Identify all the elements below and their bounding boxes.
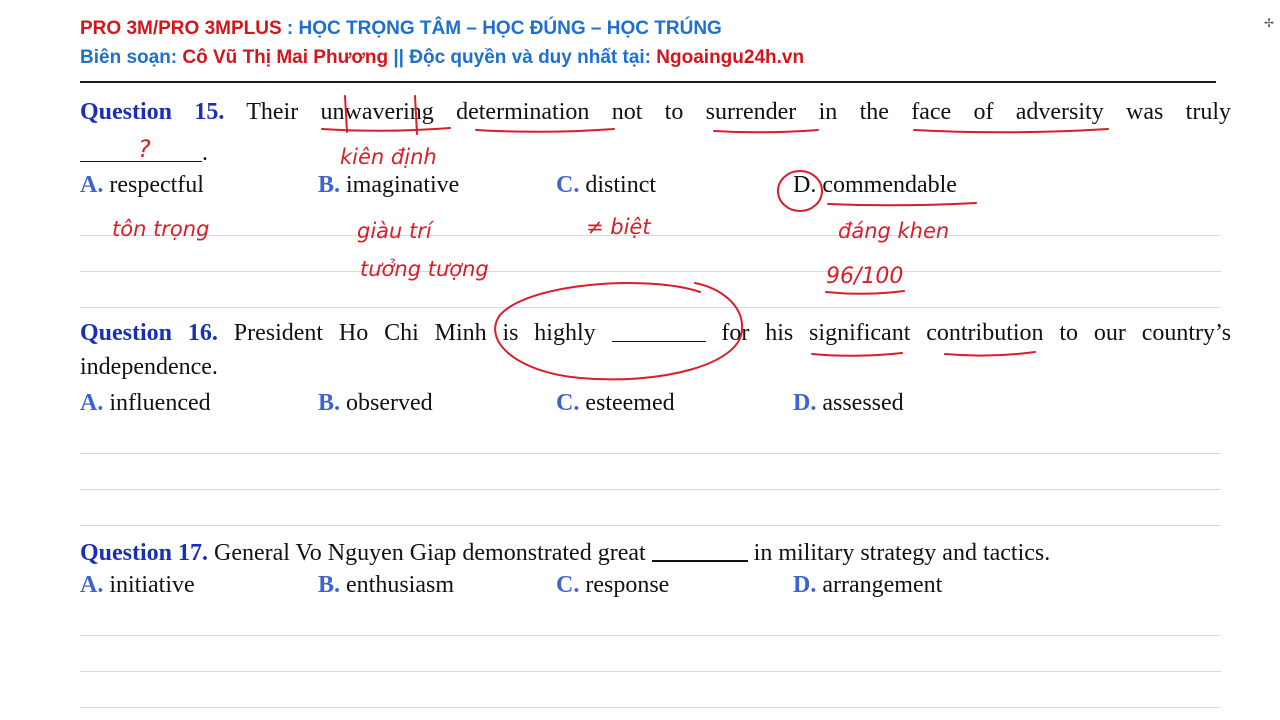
option-letter: B.	[318, 390, 341, 416]
option-text: response	[585, 572, 670, 598]
note-guide-line	[80, 635, 1221, 636]
q15-blank	[80, 137, 202, 162]
q17-stem-before: General Vo Nguyen Giap demonstrated great	[214, 540, 646, 566]
q17-option-b[interactable]	[318, 572, 454, 599]
site-name: Ngoaingu24h.vn	[656, 47, 805, 68]
ink-note-option-a: tôn trọng	[112, 217, 210, 241]
note-guide-line	[80, 307, 1221, 308]
q15-option-a[interactable]	[80, 172, 204, 199]
option-letter: B.	[318, 172, 341, 198]
q16-stem-after: for his significant contribution to our country’s	[721, 320, 1232, 346]
compiler-name: Cô Vũ Thị Mai Phương	[182, 47, 389, 68]
q15-stem-text: Their unwavering determination not to surrender in the face of adversity was truly	[246, 99, 1231, 125]
option-letter: D.	[793, 572, 817, 598]
q17-stem-line1	[80, 536, 1050, 567]
note-guide-line	[80, 489, 1221, 490]
ink-underline-unwavering	[322, 128, 450, 131]
q15-option-c[interactable]	[556, 172, 656, 199]
note-guide-line	[80, 707, 1221, 708]
ink-score: 96/100	[826, 264, 904, 289]
option-text: imaginative	[346, 172, 460, 198]
ink-underline-commendable	[828, 203, 976, 205]
option-letter: C.	[556, 172, 580, 198]
q17-option-a[interactable]	[80, 572, 195, 599]
note-guide-line	[80, 271, 1221, 272]
q17-option-c[interactable]	[556, 572, 669, 599]
ink-note-option-d: đáng khen	[838, 219, 950, 243]
option-text: influenced	[109, 390, 211, 416]
option-letter: A.	[80, 572, 104, 598]
q16-stem-before: President Ho Chi Minh is highly	[233, 320, 596, 346]
q15-stem-line1	[80, 99, 1231, 126]
q17-label: Question 17.	[80, 540, 209, 566]
q17-blank	[652, 536, 748, 562]
option-letter: A.	[80, 172, 104, 198]
option-letter: B.	[318, 572, 341, 598]
option-letter: A.	[80, 390, 104, 416]
q16-blank	[612, 317, 706, 342]
ink-note-unwavering: kiên định	[340, 145, 437, 169]
q16-label: Question 16.	[80, 320, 218, 346]
ink-underline-face-of-adversity	[914, 129, 1108, 132]
option-text: esteemed	[585, 390, 675, 416]
header-credit-line	[80, 47, 804, 69]
note-guide-line	[80, 671, 1221, 672]
option-text: commendable	[822, 172, 957, 198]
option-letter: D.	[793, 390, 817, 416]
option-text: respectful	[109, 172, 204, 198]
q15-label: Question 15.	[80, 99, 225, 125]
ink-note-option-b-line2: tưởng tượng	[360, 257, 489, 281]
q17-option-d[interactable]	[793, 572, 942, 599]
q17-stem-after: in military strategy and tactics.	[753, 540, 1051, 566]
note-guide-line	[80, 453, 1221, 454]
option-text: distinct	[585, 172, 657, 198]
course-motto: HỌC TRỌNG TÂM – HỌC ĐÚNG – HỌC TRÚNG	[298, 18, 722, 39]
option-text: initiative	[109, 572, 195, 598]
sparkle-icon: ✢	[1263, 16, 1274, 30]
q16-stem-line1	[80, 317, 1231, 347]
q15-option-d[interactable]	[793, 172, 957, 199]
option-text: observed	[346, 390, 433, 416]
ink-underline-score	[826, 291, 904, 294]
ink-underline-determination	[476, 129, 614, 132]
option-letter: D.	[793, 172, 817, 198]
q15-option-b[interactable]	[318, 172, 459, 199]
option-text: assessed	[822, 390, 904, 416]
option-letter: C.	[556, 572, 580, 598]
option-text: enthusiasm	[346, 572, 455, 598]
header-divider	[80, 81, 1216, 83]
header-title-line	[80, 18, 722, 40]
ink-underline-surrender	[714, 130, 818, 132]
ink-note-option-c: ≠ biệt	[586, 215, 651, 239]
q15-stem-end: .	[202, 140, 208, 166]
ink-underline-contribution	[945, 352, 1035, 356]
ink-underline-significant	[812, 353, 902, 356]
exclusive-label: || Độc quyền và duy nhất tại:	[388, 47, 657, 68]
q16-option-b[interactable]	[318, 390, 433, 417]
note-guide-line	[80, 235, 1221, 236]
compiler-label: Biên soạn:	[80, 47, 183, 68]
option-text: arrangement	[822, 572, 943, 598]
q16-option-c[interactable]	[556, 390, 675, 417]
note-guide-line	[80, 525, 1221, 526]
q15-stem-line2	[80, 137, 208, 167]
header-separator: :	[281, 18, 299, 39]
ink-note-option-b-line1: giàu trí	[357, 219, 432, 243]
q16-option-a[interactable]	[80, 390, 211, 417]
q16-stem-line2: independence.	[80, 354, 218, 380]
course-name: PRO 3M/PRO 3MPLUS	[80, 18, 282, 39]
option-letter: C.	[556, 390, 580, 416]
ink-question-mark: ?	[138, 135, 151, 163]
q16-option-d[interactable]	[793, 390, 904, 417]
